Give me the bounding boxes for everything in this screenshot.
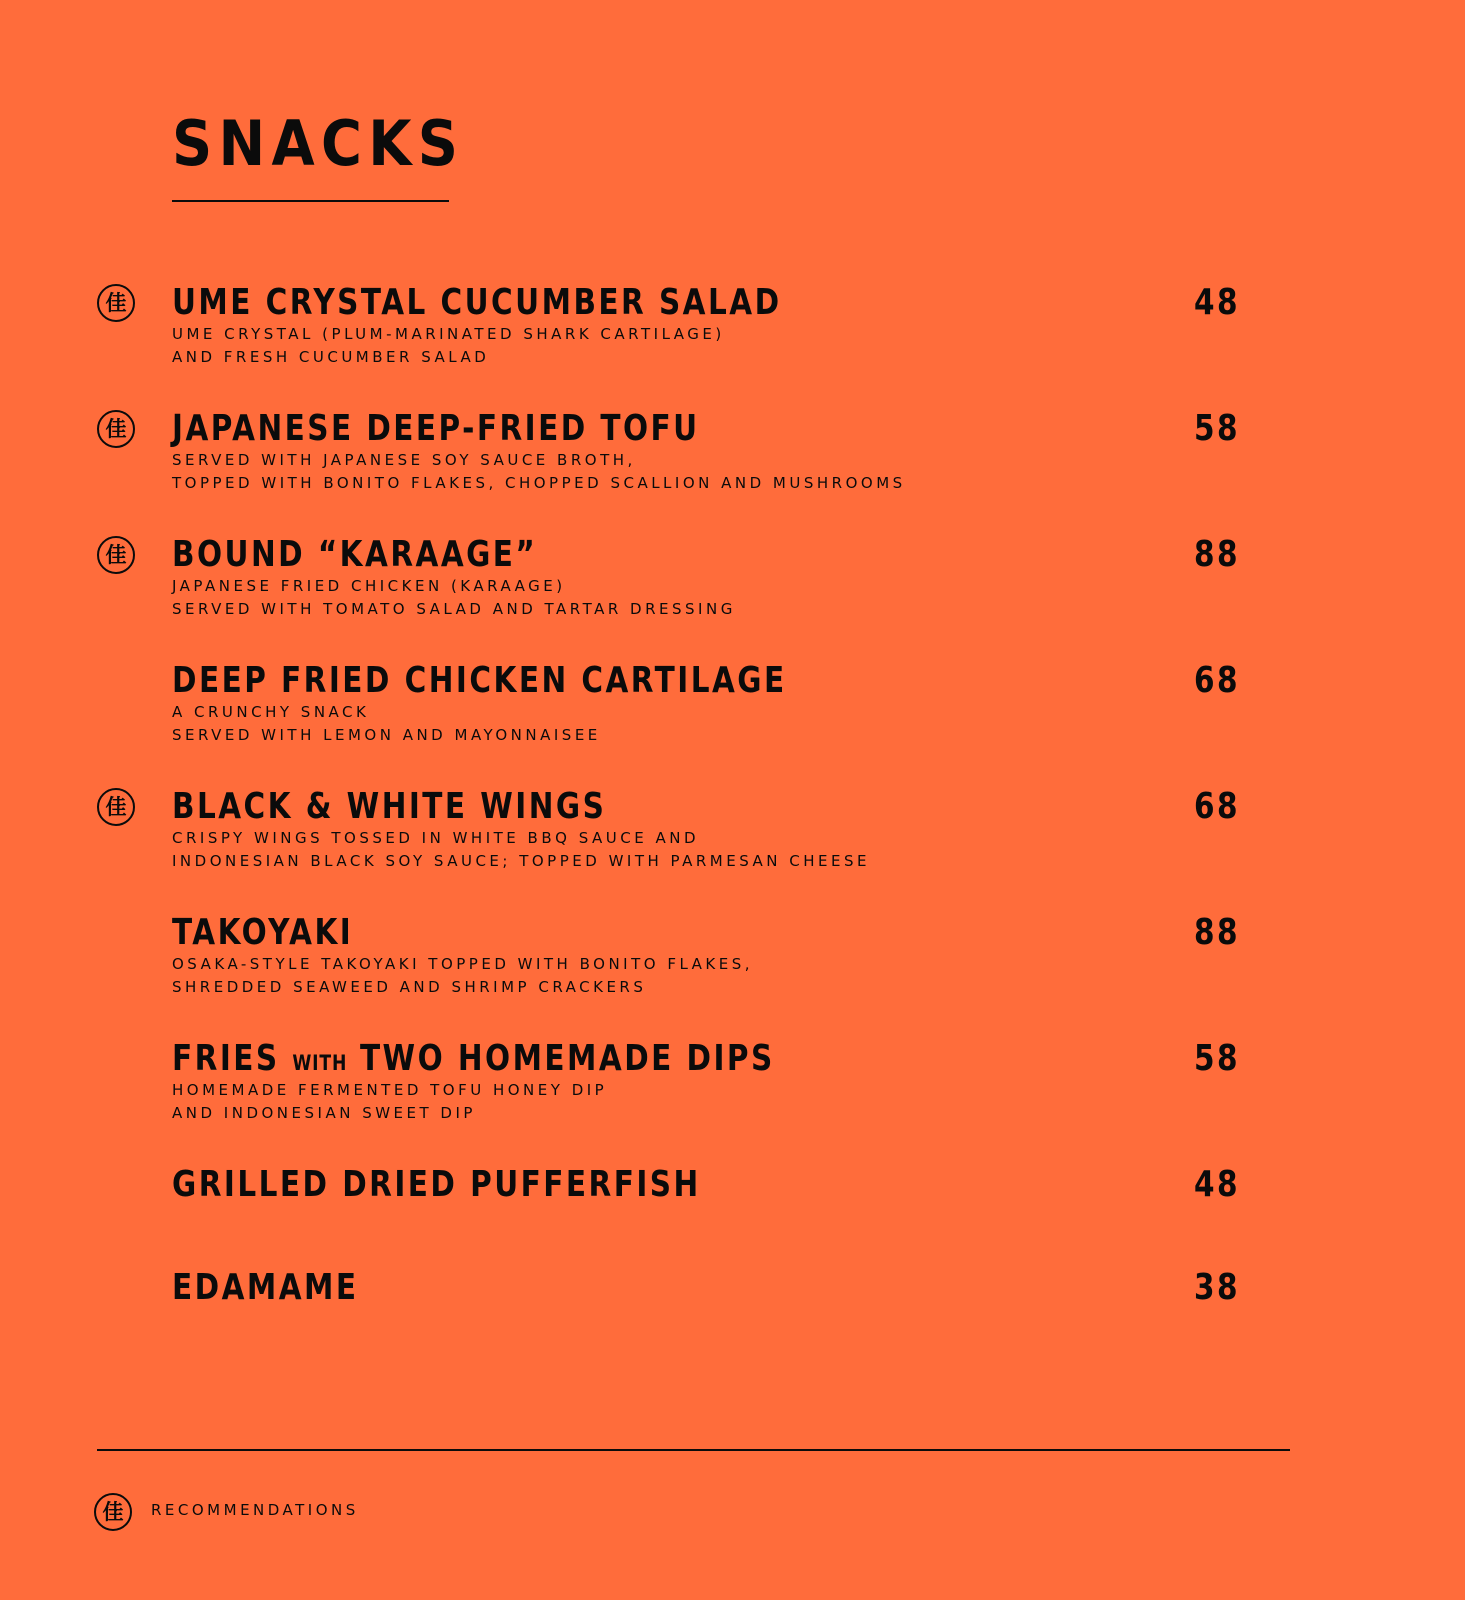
item-name: GRILLED DRIED PUFFERFISH [172,1164,701,1205]
item-description-line: HOMEMADE FERMENTED TOFU HONEY DIP [172,1081,608,1099]
item-description-line: INDONESIAN BLACK SOY SAUCE; TOPPED WITH PARMESAN CHEESE [172,852,870,870]
item-description-line: SERVED WITH LEMON AND MAYONNAISEE [172,726,601,744]
item-name: DEEP FRIED CHICKEN CARTILAGE [172,660,787,701]
item-description-line: SHREDDED SEAWEED AND SHRIMP CRACKERS [172,978,647,996]
item-name-part: TWO HOMEMADE DIPS [359,1038,775,1079]
item-description-line: SERVED WITH JAPANESE SOY SAUCE BROTH, [172,451,636,469]
footer-legend-label: RECOMMENDATIONS [151,1501,359,1519]
recommendation-icon: 佳 [97,536,135,574]
item-name: TAKOYAKI [172,912,354,953]
item-price: 58 [1194,408,1241,449]
item-name: BLACK & WHITE WINGS [172,786,607,827]
item-name [172,1037,775,1085]
item-description [172,827,870,873]
item-price: 58 [1194,1038,1241,1079]
menu-item [0,281,1465,391]
recommendation-icon: 佳 [94,1493,132,1531]
item-description-line: AND FRESH CUCUMBER SALAD [172,348,490,366]
footer-divider [97,1449,1290,1451]
menu-item [0,533,1465,643]
item-price: 48 [1194,1164,1241,1205]
menu-item [0,659,1465,769]
item-description [172,323,725,369]
item-price: 48 [1194,282,1241,323]
item-description-line: AND INDONESIAN SWEET DIP [172,1104,476,1122]
item-description [172,449,906,495]
recommendation-icon: 佳 [97,284,135,322]
item-description-line: JAPANESE FRIED CHICKEN (KARAAGE) [172,577,566,595]
item-name: UME CRYSTAL CUCUMBER SALAD [172,282,782,323]
item-name: BOUND “KARAAGE” [172,534,538,575]
item-description [172,1079,607,1125]
item-description [172,701,601,747]
recommendation-icon: 佳 [97,788,135,826]
menu-item [0,911,1465,1021]
item-name-part: FRIES [172,1038,280,1079]
item-description-line: UME CRYSTAL (PLUM-MARINATED SHARK CARTILAGE) [172,325,725,343]
item-description-line: A CRUNCHY SNACK [172,703,370,721]
item-description-line: CRISPY WINGS TOSSED IN WHITE BBQ SAUCE AND [172,829,699,847]
recommendation-icon: 佳 [97,410,135,448]
item-price: 88 [1194,912,1241,953]
item-name: JAPANESE DEEP-FRIED TOFU [172,408,700,449]
item-description-line: TOPPED WITH BONITO FLAKES, CHOPPED SCALLION AND MUSHROOMS [172,474,906,492]
item-description [172,575,736,621]
section-title: SNACKS [172,107,465,180]
menu-item [0,407,1465,517]
item-price: 68 [1194,786,1241,827]
item-description [172,953,753,999]
menu-item [0,1163,1465,1273]
title-underline [172,200,449,202]
item-description-line: OSAKA-STYLE TAKOYAKI TOPPED WITH BONITO FLAKES, [172,955,754,973]
item-description-line: SERVED WITH TOMATO SALAD AND TARTAR DRESSING [172,600,736,618]
item-price: 68 [1194,660,1241,701]
item-price: 38 [1194,1267,1241,1308]
item-name-connector: WITH [292,1051,348,1075]
menu-item [0,785,1465,895]
item-name: EDAMAME [172,1267,359,1308]
item-price: 88 [1194,534,1241,575]
menu-item [0,1037,1465,1147]
menu-item [0,1266,1465,1376]
